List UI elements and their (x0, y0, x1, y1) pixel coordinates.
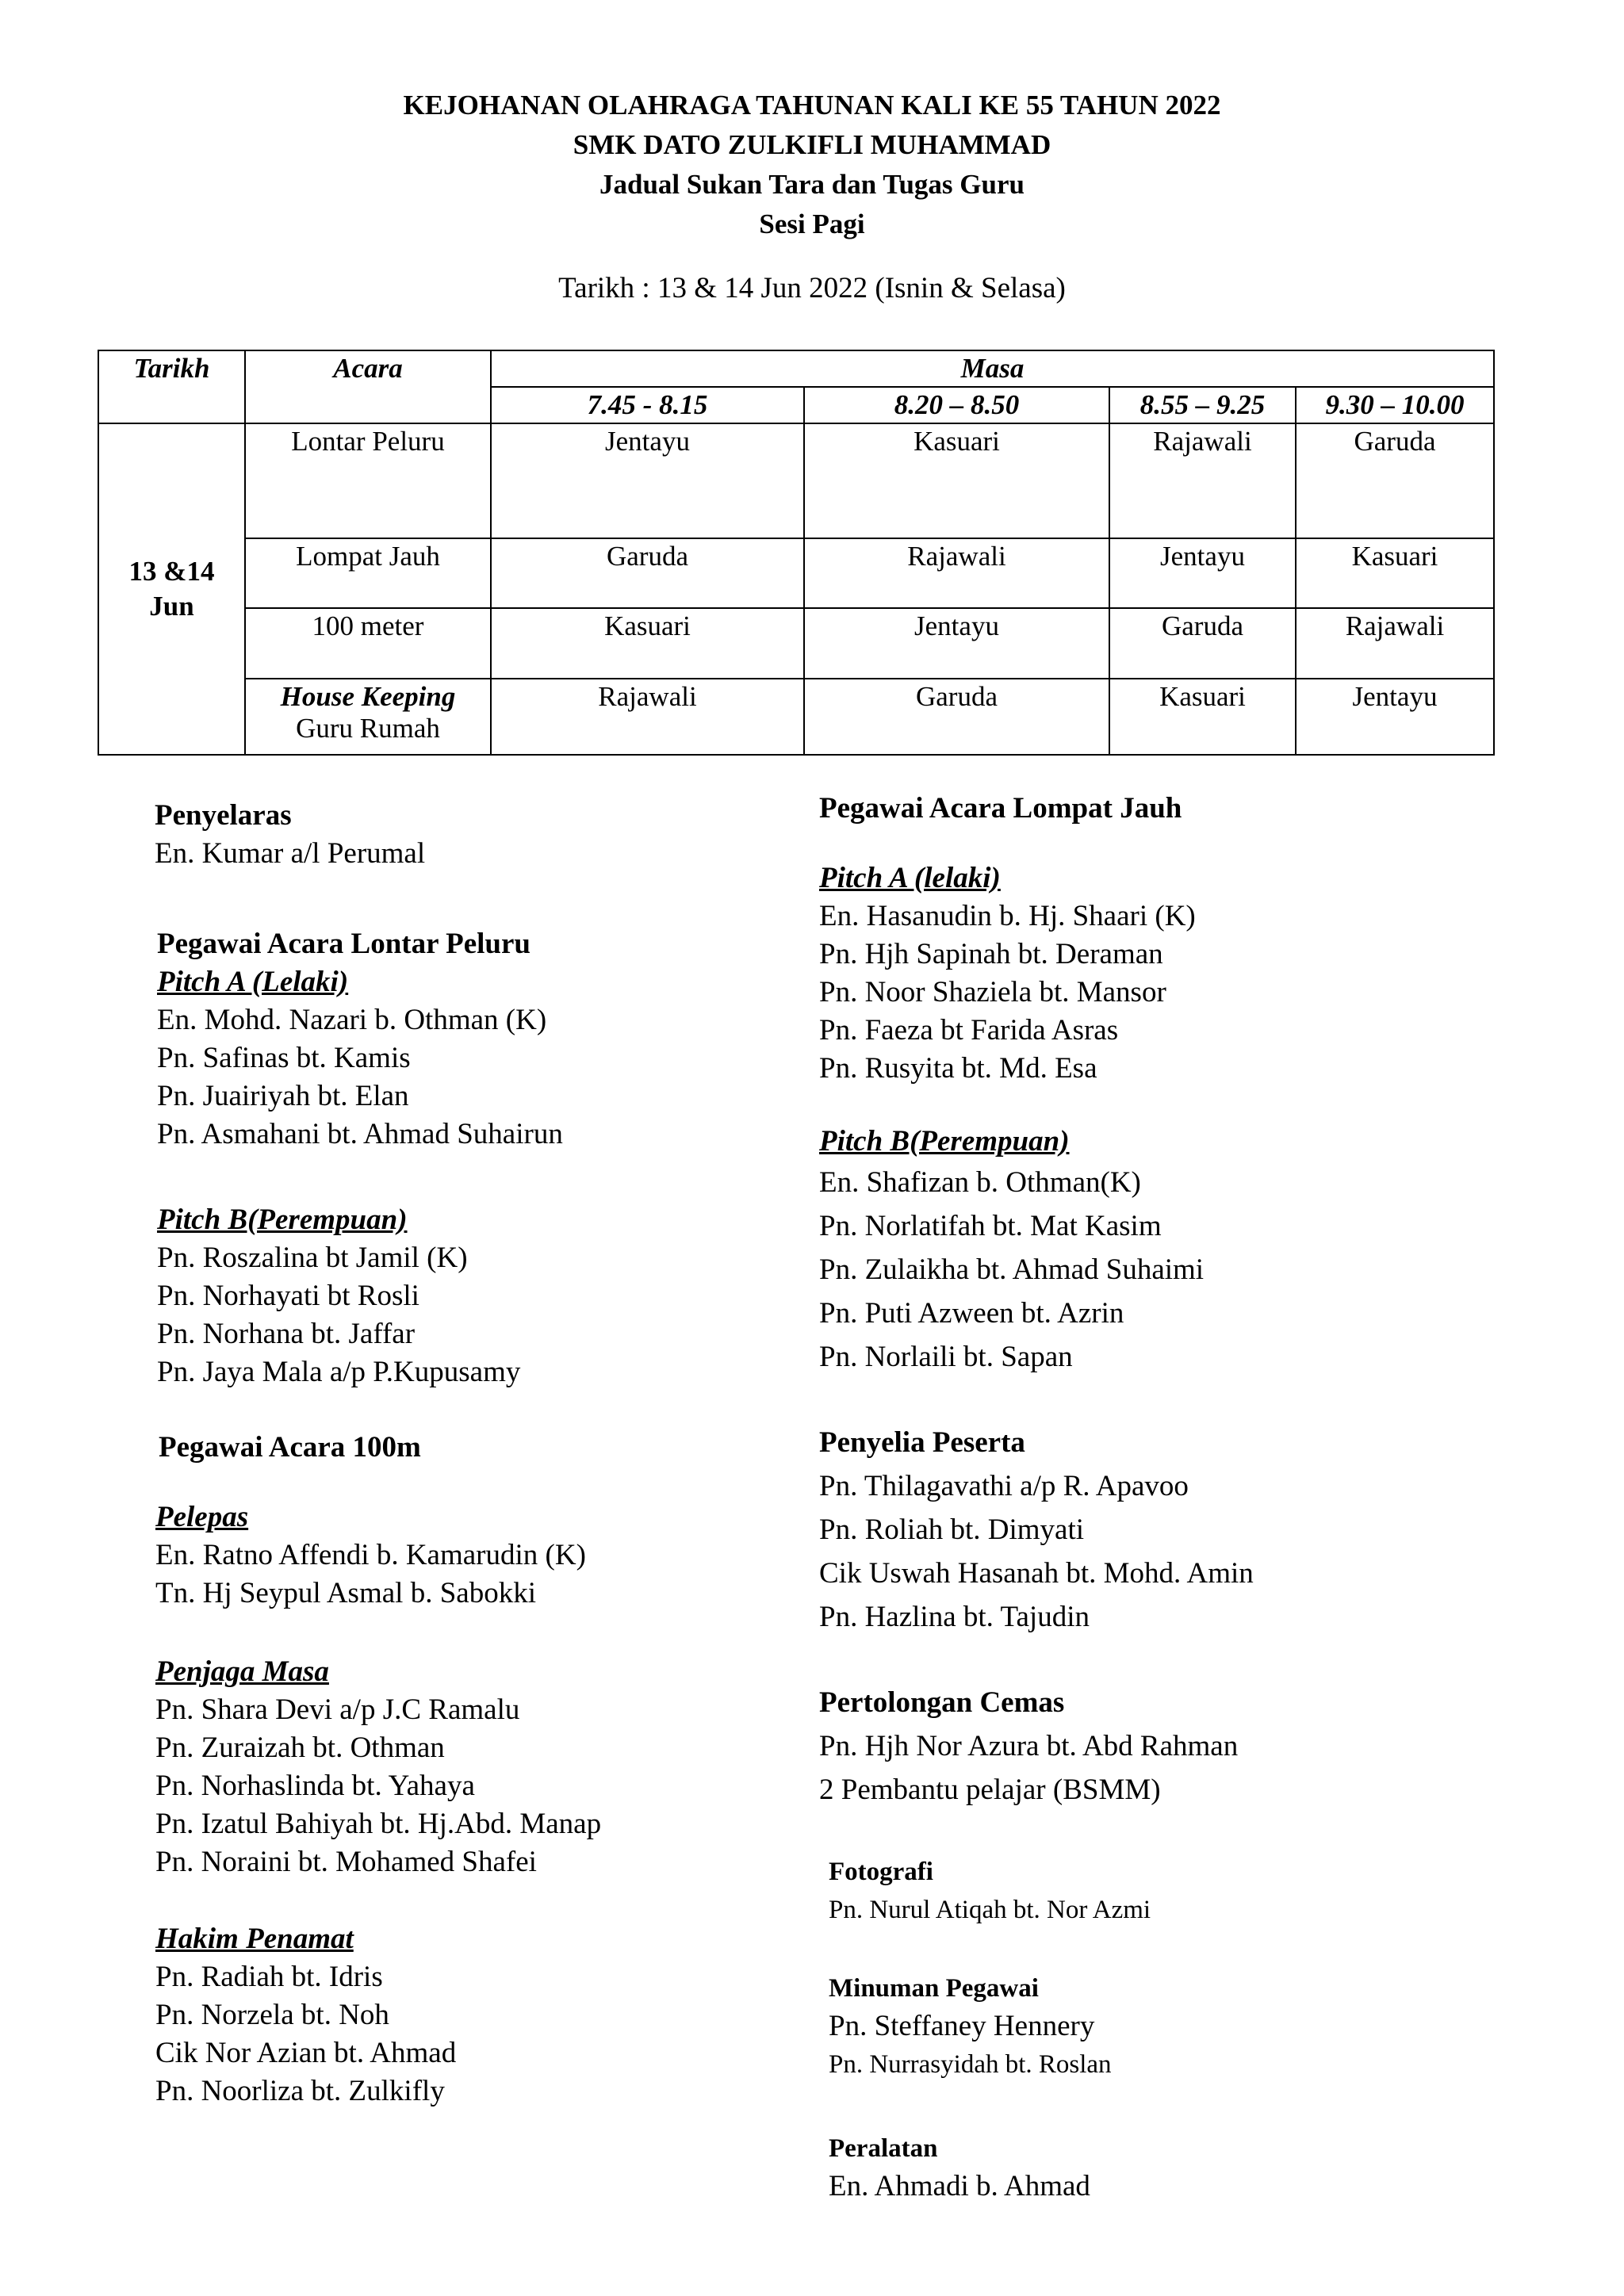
list-item: Pn. Zulaikha bt. Ahmad Suhaimi (819, 1253, 1205, 1286)
section-title: Penyelaras (155, 799, 292, 832)
time-slot-2: 8.20 – 8.50 (804, 387, 1109, 423)
tarikh-value (98, 423, 245, 755)
list-item: Pn. Norhana bt. Jaffar (157, 1318, 416, 1350)
list-item: Pn. Hjh Sapinah bt. Deraman (819, 938, 1163, 970)
header-acara: Acara (245, 350, 491, 423)
table-cell: Jentayu (1109, 538, 1296, 608)
tarikh-text: 13 &14 Jun (128, 556, 215, 622)
list-item: Pn. Puti Azween bt. Azrin (819, 1297, 1124, 1330)
list-item: Pn. Nurul Atiqah bt. Nor Azmi (829, 1896, 1151, 1924)
title-line-4: Sesi Pagi (759, 209, 865, 239)
table-row (98, 538, 1494, 608)
time-slot-4: 9.30 – 10.00 (1296, 387, 1494, 423)
table-cell: Kasuari (1296, 538, 1494, 608)
subsection-title: Pitch B(Perempuan) (819, 1125, 1070, 1158)
table-cell: Kasuari (804, 423, 1109, 538)
subsection-title: Penjaga Masa (155, 1655, 329, 1688)
list-item: Pn. Norhayati bt Rosli (157, 1280, 419, 1312)
schedule-table (98, 350, 1495, 756)
table-cell: Jentayu (1296, 679, 1494, 755)
event-name: Lompat Jauh (245, 538, 491, 608)
list-item: En. Ahmadi b. Ahmad (829, 2170, 1090, 2202)
table-cell: Garuda (491, 538, 804, 608)
lontar-peluru-section (157, 925, 563, 1154)
list-item: Pn. Hjh Nor Azura bt. Abd Rahman (819, 1730, 1239, 1762)
list-item: En. Ratno Affendi b. Kamarudin (K) (155, 1539, 586, 1571)
lompat-pitch-b-section (819, 1123, 1204, 1379)
list-item: En. Kumar a/l Perumal (155, 837, 426, 870)
table-cell: Garuda (1296, 423, 1494, 538)
section-title: Pegawai Acara 100m (159, 1431, 421, 1464)
list-item: En. Shafizan b. Othman(K) (819, 1166, 1141, 1199)
lompat-jauh-section (819, 790, 1182, 828)
list-item: Pn. Norhaslinda bt. Yahaya (155, 1770, 475, 1802)
table-row (98, 423, 1494, 538)
list-item: Pn. Shara Devi a/p J.C Ramalu (155, 1693, 520, 1726)
section-title: Minuman Pegawai (829, 1974, 1039, 2003)
section-title: Peralatan (829, 2134, 938, 2163)
subsection-title: Pitch B(Perempuan) (157, 1203, 408, 1236)
header-tarikh: Tarikh (98, 350, 245, 423)
list-item: Cik Nor Azian bt. Ahmad (155, 2037, 457, 2069)
subsection-title: Pelepas (155, 1501, 249, 1533)
table-row (98, 679, 1494, 755)
table-row (98, 608, 1494, 678)
time-slot-1: 7.45 - 8.15 (491, 387, 804, 423)
title-line-3: Jadual Sukan Tara dan Tugas Guru (599, 169, 1025, 200)
table-cell: Rajawali (804, 538, 1109, 608)
penyelaras-section (155, 797, 425, 873)
list-item: Pn. Norlaili bt. Sapan (819, 1341, 1073, 1373)
fotografi-section (829, 1853, 1151, 1929)
list-item: Pn. Radiah bt. Idris (155, 1961, 383, 1993)
list-item: En. Hasanudin b. Hj. Shaari (K) (819, 900, 1196, 932)
hakim-penamat-section (155, 1920, 456, 2110)
lompat-pitch-a-section (819, 859, 1196, 1088)
list-item: En. Mohd. Nazari b. Othman (K) (157, 1004, 547, 1036)
section-title: Fotografi (829, 1858, 933, 1886)
list-item: Pn. Roszalina bt Jamil (K) (157, 1242, 468, 1274)
penjaga-masa-section (155, 1653, 601, 1881)
list-item: Tn. Hj Seypul Asmal b. Sabokki (155, 1577, 536, 1609)
pelepas-section (155, 1498, 586, 1613)
table-cell: Rajawali (1296, 608, 1494, 678)
subsection-title: Pitch A (lelaki) (819, 862, 1001, 894)
event-date: Tarikh : 13 & 14 Jun 2022 (Isnin & Selasa) (558, 272, 1066, 304)
table-cell: Kasuari (1109, 679, 1296, 755)
table-cell: Garuda (804, 679, 1109, 755)
title-line-1: KEJOHANAN OLAHRAGA TAHUNAN KALI KE 55 TAHUN 2022 (403, 90, 1221, 121)
100m-section (159, 1429, 421, 1467)
list-item: Pn. Juairiyah bt. Elan (157, 1080, 409, 1112)
penyelia-peserta-section (819, 1421, 1254, 1639)
subsection-title: Pitch A (Lelaki) (157, 966, 349, 998)
list-item: Pn. Jaya Mala a/p P.Kupusamy (157, 1356, 521, 1388)
lontar-pitch-b-section (157, 1201, 520, 1391)
table-cell: Rajawali (491, 679, 804, 755)
subsection-title: Hakim Penamat (155, 1923, 354, 1955)
list-item: Pn. Faeza bt Farida Asras (819, 1014, 1119, 1047)
section-title: Pertolongan Cemas (819, 1686, 1065, 1719)
table-cell: Garuda (1109, 608, 1296, 678)
minuman-pegawai-section (829, 1969, 1112, 2084)
time-slot-3: 8.55 – 9.25 (1109, 387, 1296, 423)
event-guru-rumah: Guru Rumah (296, 712, 440, 744)
table-cell: Jentayu (491, 423, 804, 538)
event-name: 100 meter (245, 608, 491, 678)
event-house-keeping: House Keeping (280, 680, 456, 712)
list-item: Pn. Asmahani bt. Ahmad Suhairun (157, 1118, 563, 1150)
document-header (0, 86, 1624, 305)
list-item: Pn. Norzela bt. Noh (155, 1999, 389, 2031)
list-item: Pn. Noorliza bt. Zulkifly (155, 2075, 445, 2107)
list-item: Pn. Hazlina bt. Tajudin (819, 1601, 1090, 1633)
title-line-2: SMK DATO ZULKIFLI MUHAMMAD (573, 129, 1051, 160)
list-item: Pn. Noraini bt. Mohamed Shafei (155, 1846, 537, 1878)
list-item: Pn. Roliah bt. Dimyati (819, 1513, 1085, 1546)
event-name: Lontar Peluru (245, 423, 491, 538)
table-cell: Jentayu (804, 608, 1109, 678)
list-item: Pn. Nurrasyidah bt. Roslan (829, 2050, 1112, 2079)
list-item: Cik Uswah Hasanah bt. Mohd. Amin (819, 1557, 1254, 1590)
list-item: Pn. Steffaney Hennery (829, 2010, 1095, 2042)
event-name (245, 679, 491, 755)
pertolongan-cemas-section (819, 1681, 1238, 1812)
section-title: Pegawai Acara Lompat Jauh (819, 792, 1182, 825)
list-item: Pn. Noor Shaziela bt. Mansor (819, 976, 1166, 1008)
list-item: Pn. Rusyita bt. Md. Esa (819, 1052, 1097, 1085)
peralatan-section (829, 2130, 1090, 2206)
section-title: Pegawai Acara Lontar Peluru (157, 928, 531, 960)
list-item: Pn. Izatul Bahiyah bt. Hj.Abd. Manap (155, 1808, 602, 1840)
list-item: Pn. Norlatifah bt. Mat Kasim (819, 1210, 1162, 1242)
table-cell: Rajawali (1109, 423, 1296, 538)
list-item: 2 Pembantu pelajar (BSMM) (819, 1774, 1161, 1806)
list-item: Pn. Safinas bt. Kamis (157, 1042, 411, 1074)
list-item: Pn. Thilagavathi a/p R. Apavoo (819, 1470, 1189, 1502)
section-title: Penyelia Peserta (819, 1426, 1025, 1459)
list-item: Pn. Zuraizah bt. Othman (155, 1732, 445, 1764)
table-cell: Kasuari (491, 608, 804, 678)
header-masa: Masa (491, 350, 1494, 387)
